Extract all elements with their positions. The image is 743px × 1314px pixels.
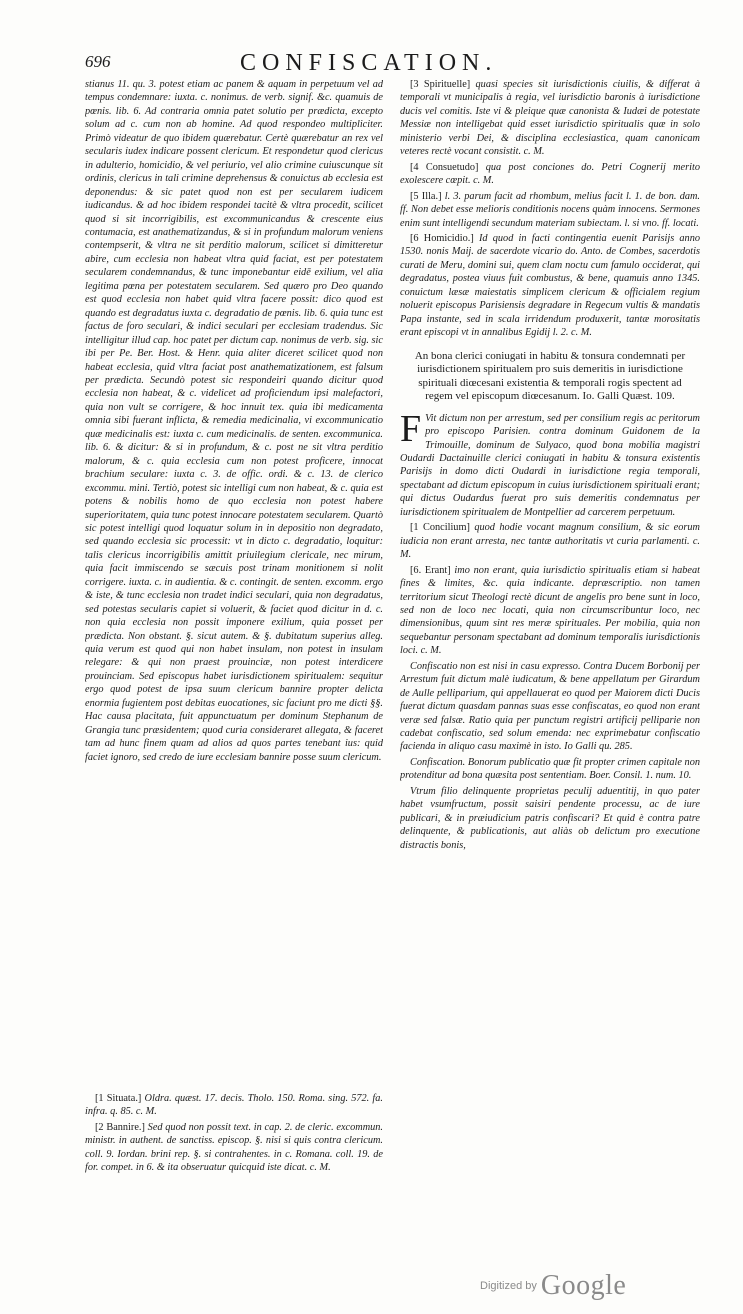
section-rubric: An bona clerici coniugati in habitu & tonsura condemnati per iurisdictionem spiritualem pro suis demeritis in iurisdictione spirituali diœcesani existentia & temporali rogis spectent ad regem vel episcopum diœcesanum. Io. Galli Quæst. 109. <box>414 349 686 403</box>
footnote-text: Sed quod non possit text. in cap. 2. de cleric. excommun. ministr. in authent. de sanctiss. episcop. §. nisi si quis contra clericum. coll. 9. Iordan. brini rep. §. si contrahentes. in c. Romana. coll. 19. de for. compet. in 6. & ita obseruatur quicquid iste dicat. c. M. <box>85 1121 383 1174</box>
drop-cap: F <box>400 407 422 450</box>
note-lead: [6. Erant] <box>410 564 451 576</box>
right-note-5 <box>400 190 700 230</box>
google-logo: Google <box>540 1270 627 1301</box>
digitized-by-watermark <box>480 1270 626 1302</box>
right-note-3 <box>400 78 700 159</box>
note-text: quasi species sit iurisdictionis ciuilis, & differat à temporali vt municipalis à regia, vel iurisdictio baronis à iurisdictione ducis vel comitis. Iste vi & pleique quæ canonista & Iudæi de potestate Messiæ non intelligebat quid esset iurisdictio spiritualis quæ in solo ministerio verbi Dei, & disciplina ecclesiastica, quam canonicam veteres rectè vocant consistit. c. M. <box>400 79 700 158</box>
note-text: Id quod in facti contingentia euenit Parisijs anno 1530. nonis Maij. de sacerdote vicario do. Anto. de Combes, sacerdotis curati de Meru, domini sui, quem clam noctu cum famulo occiderat, qui degradatus, postea viuus fuit combustus, & bene, quamuis anno 1345. conuictum læsæ maiestatis simplicem clericum & officialem regium noluerit episcopus Parisiensis degradare in Regecum vultis & mandatis Papa instante, sed in scala irridendum produxerit, tantæ morositatis erant episcopi vt in annalibus Egidij l. 2. c. M. <box>400 232 700 339</box>
note-text: l. 3. parum facit ad rhombum, melius facit l. 1. de bon. dam. ff. Non debet esse melioris conditionis nocens quàm innocens. Sermones enim sunt intelligendi secundum materiam subiectam. l. si vno. ff. locati. <box>400 190 700 229</box>
footnote-text: Oldra. quæst. 17. decis. Tholo. 150. Roma. sing. 572. fa. infra. q. 85. c. M. <box>85 1093 383 1118</box>
note-text: quod hodie vocant magnum consilium, & sic eorum iudicia non erant arresta, nec tantæ authoritatis vt curia parlamenti. c. M. <box>400 522 700 561</box>
tail-paragraph: Confiscatio non est nisi in casu expresso. Contra Ducem Borbonij per Arrestum fuit dictum malè iudicatum, & bene appellatum per Girardum de Aulle pelliparium, qui appellauerat eo quod per Maiorem dicti Ducis fuerat dictum quasdam pannas suas esse confiscatas, eo quod non erant veræ sed falsæ. Ratio quia per punctum registri artificij pelliparie non cadebat confiscatio, sed solum emenda: nec exprimebatur confiscatio facienda in aliquo casu maximè in isto. Io Galli qu. 285. <box>400 660 700 753</box>
note-text: qua post conciones do. Petri Cognerij merito exolescere cœpit. c. M. <box>400 161 700 187</box>
left-column <box>85 78 383 1177</box>
note-lead: [1 Concilium] <box>410 522 470 534</box>
tail-paragraph: Vtrum filio delinquente proprietas peculij aduentitij, in quo pater habet vsumfructum, possit saisiri pendente processu, ac de iure publicari, & in præiudicium patris confiscari? Et quid è contra patre delinquente, & publicationis, aut aliàs ob delictum pro executione distractis bonis, <box>400 785 700 851</box>
left-footnote-2 <box>85 1121 383 1175</box>
right-note-6 <box>400 232 700 340</box>
note-lead: [3 Spirituelle] <box>410 79 471 90</box>
note-lead: [4 Consuetudo] <box>410 161 479 173</box>
main-paragraph-text: Vit dictum non per arrestum, sed per consilium regis ac peritorum pro episcopo Parisien. contra dominum Guidonem de la Trimouille, dominum de Sulyaco, quod bona mobilia magistri Oudardi Dactainuille clerici coniugati in habitu & tonsura existentis Parisijs in domo dicti Oudardi in iurisdictione regia temporali, spectabant ad dictum episcopum in cuius iurisdictionem spirituali erant; qui dictus Oudardus fuerat pro suis demeritis condemnatus per iurisdictionem spiritualem de Montpellier ad carcerem perpetuum. <box>400 412 700 518</box>
footnote-lead: [2 Bannire.] <box>95 1121 145 1133</box>
main-paragraph <box>400 407 700 520</box>
note-lead: [5 Illa.] <box>410 190 442 202</box>
left-footnote-1 <box>85 1092 383 1119</box>
right-column <box>400 78 700 854</box>
tail-paragraph: Confiscation. Bonorum publicatio quæ fit propter crimen capitale non protenditur ad bona quæsita post sententiam. Boer. Consil. 1. num. 10. <box>400 756 700 782</box>
running-head-title: CONFISCATION. <box>240 50 498 76</box>
note-lead: [6 Homicidio.] <box>410 232 474 244</box>
right-note-erant <box>400 564 700 658</box>
page-number: 696 <box>85 52 111 71</box>
footnote-lead: [1 Situata.] <box>95 1093 142 1104</box>
digitized-by-label: Digitized by <box>480 1280 537 1292</box>
left-paragraph: stianus 11. qu. 3. potest etiam ac panem & aquam in perpetuum vel ad tempus condemnare: iuxta. c. nonimus. de verb. signif. &c. quamuis de pœnis. lib. 6. Ad contraria omnia patet solutio per prædicta, excepto solum ad c. cum non ab homine. Ad quod respondeo multipliciter. Primò videatur de quo ibidem quærebatur. Certè quærebatur an rex vel secularis iudex indicare possent clericum. Et respondetur quod clericus in adulterio, homicidio, & vel periurio, vel alio crimine cuiuscunque sit ordinis, clericus in tali crimine deprehensus & conuictus ab ecclesia est deponendus: & sic patet quod non est per secularem iudicem iudicandus. & ad hoc ibidem respondei tacitè & vltra procedit, scilicet quod si sit incorrigibilis, est excommunicandus & crescente eius contumacia, est anathematizandus, & si in profundum malorum veniens contempserit, & vltra ne sit perditio malorum, scilicet si dimitteretur abire, cum ecclesia non habeat vltra quid faciat, est per potestatem secularem condemnandus, & tunc imponebantur eidē exilium, vel alia legitima pœna per potestatem secularem. Sed quæro pro Deo quando est quod ecclesia non habet quid vltra facere possit: dico quod est quando est degradatus iuxta c. degradatio de pœnis. lib. 6. quia tunc est factus de foro seculari, & indici seculari per ecclesiam tradendus. Sic intelligitur illud cap. hoc patet per dictum cap. nonimus de verb. sig. sic ibi per Pe. Ber. Host. & Henr. quia aliter diceret scilicet quod non habeat ecclesia, quid vltra faciat post anathematizationem, est falsum per prædicta. Secundò potest sic respondeiri quando dicitur quod ecclesia non habeat, & c. videlicet ad proficiendum ipsi malefactori, quia non vult se corrigere, & hoc innuit tex. quia ibi medicamenta omnia sibi fuerant inflicta, & remedia medicinalia, vi excommunicatio quæ medicinalis est: iuxta c. cum medicinalis. de senten. excommunica. lib. 6. & dicitur: & si in profundum, & c. post ne sit vltra perditio malorum, & c. quia ecclesia cum non potest proficere, innocat brachium seculare: iuxta c. 3. de offic. ordi. & c. 13. de clerico excommu. mini. Tertiò, potest sic intelligi cum non habeat, & c. quia est potens & nobilis homo de quo ecclesia non potest habere superioritatem, quia tunc potest innocare potestatem secularem. Quartò sic potest intelligi quod loquatur solum in in depositio non degradato, sed quando ecclesia sic processit: vt in dicto c. degradatio, loquitur: talis clericus incorrigibilis amittit priuilegium clericale, nec mirum, quia facit immiscendo se sæcuis post trinam monitionem si nolit corrigere. iuxta. c. in audientia. & c. contingit. de senten. excomm. ergo & iste, & tunc ecclesia non tradet indici seculari, quia non degradatus, sed potestas secularis capiet si voluerit, & faciet quod dicitur in d. c. non quia ecclesia non possit imponere exilium, quia posset per prædicta. Non obstant. §. sicut autem. & §. dubitatum superius alleg. quia verum est quod qui non habet insulam, non potest in insulam relegare: & qui non praest prouinciæ, non potest interdicere prouinciam. Sed episcopus habet iurisdictionem spiritualem: sequitur ergo quod potest de ipsa suum clericum bannire propter delicta enormia fugientem post debitas euocationes, sic faciunt pro me dicti §§. Hac causa placitata, fuit appunctuatum per dominum Stephanum de Grangia tunc præsidentem; quod curia consideraret allegata, & faceret tam ad hunc finem quam ad alios ad quos partes tenebant ius: quid faciet ignoro, sed credo de iure ecclesiam bannire posse suum clericum. <box>85 79 383 763</box>
right-note-1 <box>400 521 700 561</box>
right-note-4 <box>400 161 700 188</box>
note-text: imo non erant, quia iurisdictio spiritualis etiam si habeat fines & limites, &c. quia indicante. depræscriptio. non tamen territorium sicut Theologi rectè dicunt de angelis pro bene sunt in loco, sed non de loco nec locati, quia non circumscribuntur loco, nec dimensionibus, quum sint res meræ spirituales. Per mobilia, quia non sequebantur personam spectabant ad dominum temporalis iurisdictionis loci. c. M. <box>400 564 700 657</box>
